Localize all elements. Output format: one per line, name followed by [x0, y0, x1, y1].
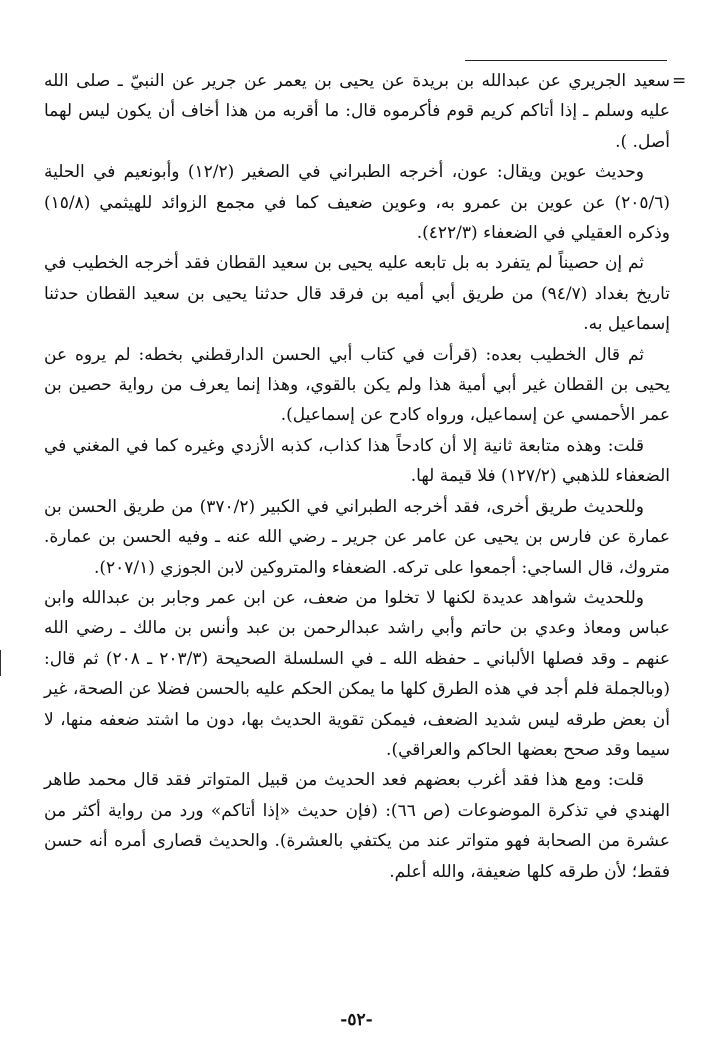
- paragraph-3: ثم إن حصيناً لم يتفرد به بل تابعه عليه يحيى بن سعيد القطان فقد أخرجه الخطيب في تاريخ بغداد (٩٤/٧) من طريق أبي أميه بن فرقد قال حدثنا يحيى بن سعيد القطان حدثنا إسماعيل به.: [44, 253, 670, 335]
- margin-binding-mark: [0, 650, 5, 676]
- paragraph-7: وللحديث شواهد عديدة لكنها لا تخلوا من ضعف، عن ابن عمر وجابر بن عبدالله وابن عباس ومعاذ وعدي بن حاتم وأبي راشد عبدالرحمن بن عبد وأنس بن مالك ـ رضي الله عنهم ـ وقد فصلها الألباني ـ حفظه الله ـ في السلسلة الصحيحة (٢٠٣/٣ ـ ٢٠٨) ثم قال: (وبالجملة فلم أجد في هذه الطرق كلها ما يمكن الحكم عليه بالحسن فضلا عن الصحة، غير أن بعض طرقه ليس شديد الضعف، فيمكن تقوية الحديث بها، دون ما اشتد ضعفه منها، لا سيما وقد صحح بعضها الحاكم والعراقي).: [44, 587, 670, 760]
- paragraph-8: قلت: ومع هذا فقد أغرب بعضهم فعد الحديث من قبيل المتواتر فقد قال محمد طاهر الهندي في تذكرة الموضوعات (ص ٦٦): (فإن حديث «إذا أتاكم» ورد من رواية أكثر من عشرة من الصحابة فهو متواتر عند من يكتفي بالعشرة). والحديث قصارى أمره أنه حسن فقط؛ لأن طرقه كلها ضعيفة، والله أعلم.: [44, 770, 670, 882]
- paragraph-2: وحديث عوين ويقال: عون، أخرجه الطبراني في الصغير (١٢/٢) وأبونعيم في الحلية (٢٠٥/٦) عن عوين بن عمرو به، وعوين ضعيف كما في مجمع الزوائد للهيثمي (١٥/٨) وذكره العقيلي في الضعفاء (٤٢٢/٣).: [44, 162, 670, 244]
- paragraph-4: ثم قال الخطيب بعده: (قرأت في كتاب أبي الحسن الدارقطني بخطه: لم يروه عن يحيى بن القطان غير أبي أمية هذا ولم يكن بالقوي، وهذا إنما يعرف من رواية حصين بن عمر الأحمسي عن إسماعيل، ورواه كادح عن إسماعيل).: [44, 344, 670, 426]
- continuation-mark: =: [672, 71, 687, 91]
- paragraph-6: وللحديث طريق أخرى، فقد أخرجه الطبراني في الكبير (٣٧٠/٢) من طريق الحسن بن عمارة عن فارس بن يحيى عن عامر عن جرير ـ رضي الله عنه ـ وفيه الحسن بن عمارة. متروك، قال الساجي: أجمعوا على تركه. الضعفاء والمتروكين لابن الجوزي (٢٠٧/١).: [44, 496, 670, 578]
- paragraph-1: سعيد الجريري عن عبدالله بن بريدة عن يحيى بن يعمر عن جرير عن النبيّ ـ صلى الله عليه وسلم ـ إذا أتاكم كريم قوم فأكرموه قال: ما أقربه من هذا أخاف أن يكون ليس لهما أصل. ).: [44, 71, 670, 152]
- page-number: -٥٢-: [340, 1010, 373, 1030]
- footnote-separator-rule: [465, 60, 667, 61]
- footnote-text-block: [44, 66, 670, 887]
- paragraph-5: قلت: وهذه متابعة ثانية إلا أن كادحاً هذا كذاب، كذبه الأزدي وغيره كما في المغني في الضعفاء للذهبي (١٢٧/٢) فلا قيمة لها.: [44, 435, 670, 487]
